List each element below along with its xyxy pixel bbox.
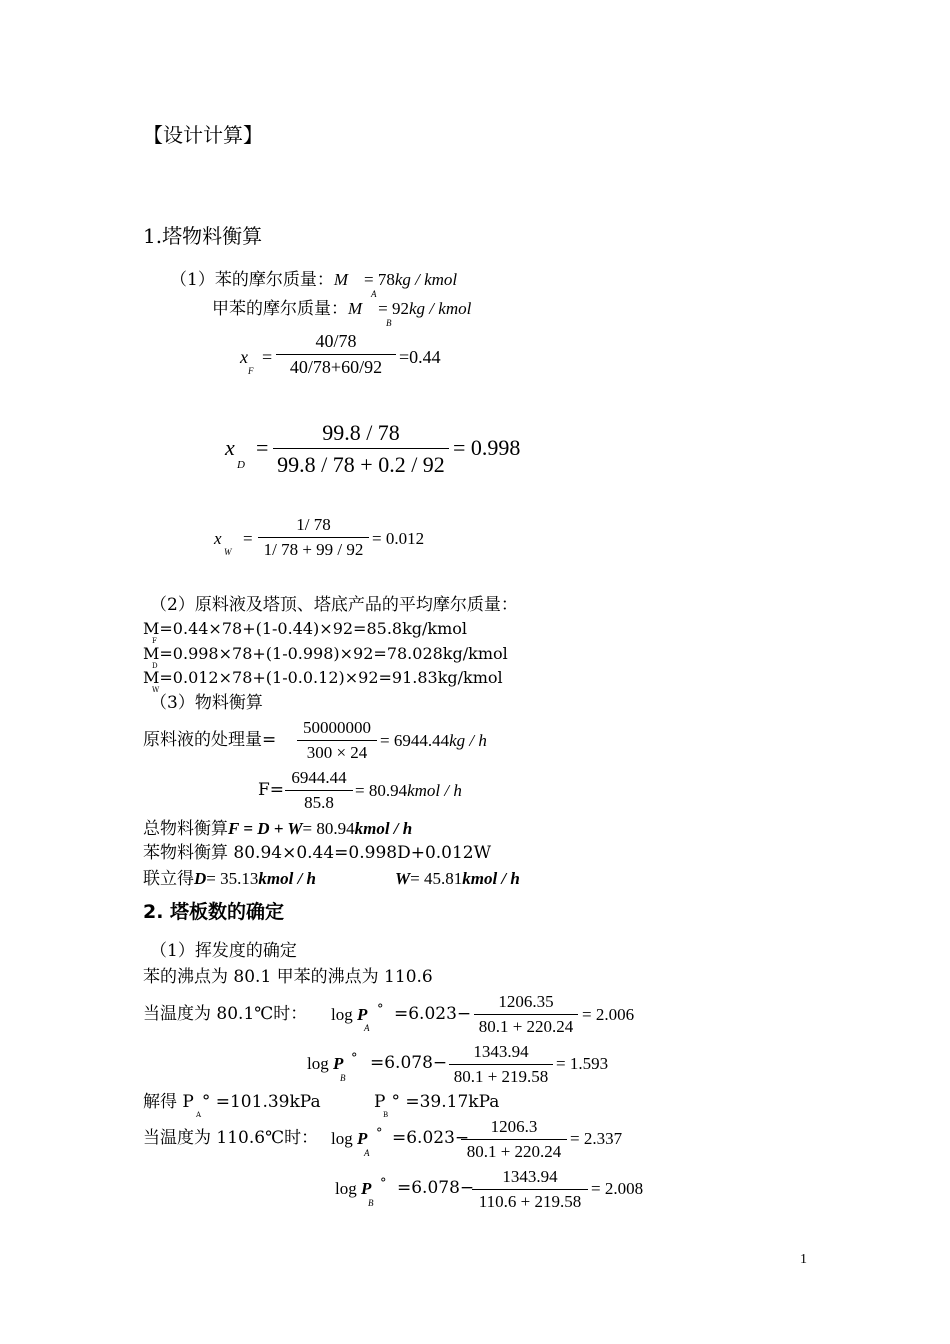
eq4-result: = 2.008 <box>591 1179 644 1198</box>
eq3-lhs <box>331 1130 367 1147</box>
log-symbol: log <box>331 1129 353 1148</box>
subscript-f: F <box>152 637 157 645</box>
symbol-x: x <box>214 529 222 548</box>
volatility-label: （1）挥发度的确定 <box>150 941 297 961</box>
eq4-lhs <box>335 1180 371 1197</box>
w-unit: kmol / h <box>462 869 520 888</box>
pb-value: ° =39.17kPa <box>391 1092 500 1112</box>
symbol-x: x <box>240 347 248 367</box>
degree-symbol: ° <box>380 1176 387 1191</box>
p-symbol: P <box>360 1179 372 1198</box>
md-expression: =0.998×78+(1-0.998)×92=78.028kg/kmol <box>159 644 508 663</box>
total-balance-equation: F = D + W <box>228 819 303 838</box>
subscript-b: B <box>368 1198 374 1208</box>
feed-value: = 6944.44 <box>380 731 450 750</box>
subscript-b: B <box>383 1111 389 1119</box>
xw-denominator: 1/ 78 + 99 / 92 <box>263 539 364 559</box>
symbol-m: M <box>333 270 348 289</box>
w-symbol: W <box>395 869 411 888</box>
w-result <box>395 870 520 888</box>
mf-line <box>143 621 467 637</box>
eq3-result: = 2.337 <box>570 1129 623 1148</box>
eq1-result: = 2.006 <box>582 1005 635 1024</box>
pa-value: ° =101.39kPa <box>201 1092 321 1112</box>
p-symbol: P <box>356 1129 368 1148</box>
subscript-b: B <box>386 318 392 328</box>
temperature-1-label: 当温度为 80.1℃时： <box>143 1004 308 1024</box>
eq4-numerator: 1343.94 <box>502 1167 558 1186</box>
subscript-a: A <box>371 289 377 299</box>
subscript-w: W <box>224 547 232 557</box>
eq3-constant: =6.023− <box>392 1128 470 1148</box>
pb-label: P <box>374 1092 386 1112</box>
molar-mass-benzene-unit: kg / kmol <box>394 270 458 289</box>
xd-result: = 0.998 <box>453 435 521 460</box>
mw-expression: =0.012×78+(1-0.0.12)×92=91.83kg/kmol <box>159 668 503 687</box>
f-result <box>355 782 462 799</box>
xf-denominator: 40/78+60/92 <box>289 356 383 377</box>
feed-label: 原料液的处理量= <box>143 730 277 750</box>
p-symbol: P <box>356 1005 368 1024</box>
subscript-a: A <box>364 1023 370 1033</box>
mw-line <box>143 670 503 686</box>
eq4-denominator: 110.6 + 219.58 <box>478 1191 582 1211</box>
eq3-fraction <box>461 1117 567 1161</box>
xw-numerator: 1/ 78 <box>296 515 331 534</box>
molar-mass-toluene-value: = 92 <box>378 299 410 318</box>
subscript-d: D <box>152 662 158 670</box>
page-number: 1 <box>800 1252 807 1267</box>
eq2-numerator: 1343.94 <box>473 1042 529 1061</box>
xd-numerator: 99.8 / 78 <box>322 420 400 445</box>
xf-result: =0.44 <box>399 347 441 367</box>
solved-pa <box>143 1094 321 1111</box>
section-2-title: 2. 塔板数的确定 <box>143 901 285 923</box>
subscript-b: B <box>340 1073 346 1083</box>
feed-result <box>380 732 487 749</box>
eq2-fraction <box>449 1042 553 1086</box>
w-value: = 45.81 <box>410 869 463 888</box>
xw-fraction <box>258 515 369 559</box>
feed-numerator: 50000000 <box>303 718 371 737</box>
symbol-m: M <box>143 644 160 663</box>
solve-label: 联立得 <box>143 869 194 889</box>
symbol-m: M <box>143 668 160 687</box>
degree-symbol: ° <box>376 1126 383 1141</box>
molar-mass-benzene-value: = 78 <box>364 270 395 289</box>
xw-result: = 0.012 <box>372 529 425 548</box>
feed-unit: kg / h <box>449 731 487 750</box>
boiling-points-line: 苯的沸点为 80.1 甲苯的沸点为 110.6 <box>143 967 433 987</box>
section-1-title: 1.塔物料衡算 <box>143 224 263 248</box>
log-symbol: log <box>335 1179 357 1198</box>
eq1-fraction <box>474 992 578 1036</box>
eq4-constant: =6.078− <box>397 1178 475 1198</box>
subscript-a: A <box>196 1111 202 1119</box>
feed-denominator: 300 × 24 <box>306 742 368 762</box>
symbol-m: M <box>348 299 363 318</box>
page-heading: 【设计计算】 <box>143 123 263 147</box>
eq2-constant: =6.078− <box>370 1053 448 1073</box>
f-unit: kmol / h <box>407 781 462 800</box>
d-symbol: D <box>194 869 207 888</box>
total-balance-unit: kmol / h <box>354 819 413 838</box>
temperature-2-label: 当温度为 110.6℃时： <box>143 1128 319 1148</box>
molar-mass-toluene <box>212 300 471 318</box>
d-unit: kmol / h <box>258 869 316 888</box>
xf-fraction <box>276 331 396 377</box>
eq1-lhs <box>331 1006 367 1023</box>
eq1-constant: =6.023− <box>394 1004 472 1024</box>
eq2-result: = 1.593 <box>556 1054 609 1073</box>
xd-denominator: 99.8 / 78 + 0.2 / 92 <box>277 452 445 478</box>
degree-symbol: ° <box>377 1002 384 1017</box>
benzene-balance-line: 苯物料衡算 80.94×0.44=0.998D+0.012W <box>143 843 492 863</box>
eq1-numerator: 1206.35 <box>498 992 554 1011</box>
eq4-fraction <box>472 1167 588 1211</box>
md-line <box>143 646 508 662</box>
eq2-denominator: 80.1 + 219.58 <box>453 1066 549 1086</box>
subscript-w: W <box>152 686 160 694</box>
total-balance-label: 总物料衡算 <box>143 819 228 839</box>
molar-mass-toluene-unit: kg / kmol <box>409 299 472 318</box>
total-balance-line <box>143 820 412 838</box>
equals-sign: = <box>256 435 269 460</box>
d-value: = 35.13 <box>206 869 259 888</box>
molar-mass-benzene <box>170 271 457 289</box>
log-symbol: log <box>307 1054 329 1073</box>
feed-fraction <box>297 718 377 762</box>
molar-mass-benzene-label: （1）苯的摩尔质量： <box>170 270 334 290</box>
eq3-numerator: 1206.3 <box>490 1117 538 1136</box>
eq1-denominator: 80.1 + 220.24 <box>478 1016 574 1036</box>
xd-fraction <box>273 420 449 478</box>
f-denominator: 85.8 <box>304 792 334 812</box>
mf-expression: =0.44×78+(1-0.44)×92=85.8kg/kmol <box>159 619 468 638</box>
degree-symbol: ° <box>351 1051 358 1066</box>
subscript-d: D <box>237 459 245 471</box>
symbol-x: x <box>225 435 235 460</box>
xf-numerator: 40/78 <box>315 331 357 351</box>
eq2-lhs <box>307 1055 343 1072</box>
equals-sign: = <box>262 347 273 367</box>
f-fraction <box>285 768 353 812</box>
material-balance-label: （3）物料衡算 <box>150 693 263 713</box>
avg-molar-mass-label: （2）原料液及塔顶、塔底产品的平均摩尔质量： <box>150 595 518 615</box>
solved-pb <box>374 1094 499 1111</box>
subscript-a: A <box>364 1148 370 1158</box>
p-symbol: P <box>332 1054 344 1073</box>
f-label: F= <box>258 780 285 800</box>
subscript-f: F <box>248 366 254 376</box>
f-value: = 80.94 <box>355 781 408 800</box>
log-symbol: log <box>331 1005 353 1024</box>
f-numerator: 6944.44 <box>291 768 347 787</box>
total-balance-value: = 80.94 <box>302 819 355 838</box>
equals-sign: = <box>243 529 253 548</box>
symbol-m: M <box>143 619 160 638</box>
eq3-denominator: 80.1 + 220.24 <box>466 1141 562 1161</box>
solve-line <box>143 870 316 888</box>
solve-label: 解得 P <box>143 1092 194 1112</box>
molar-mass-toluene-label: 甲苯的摩尔质量： <box>212 299 348 319</box>
